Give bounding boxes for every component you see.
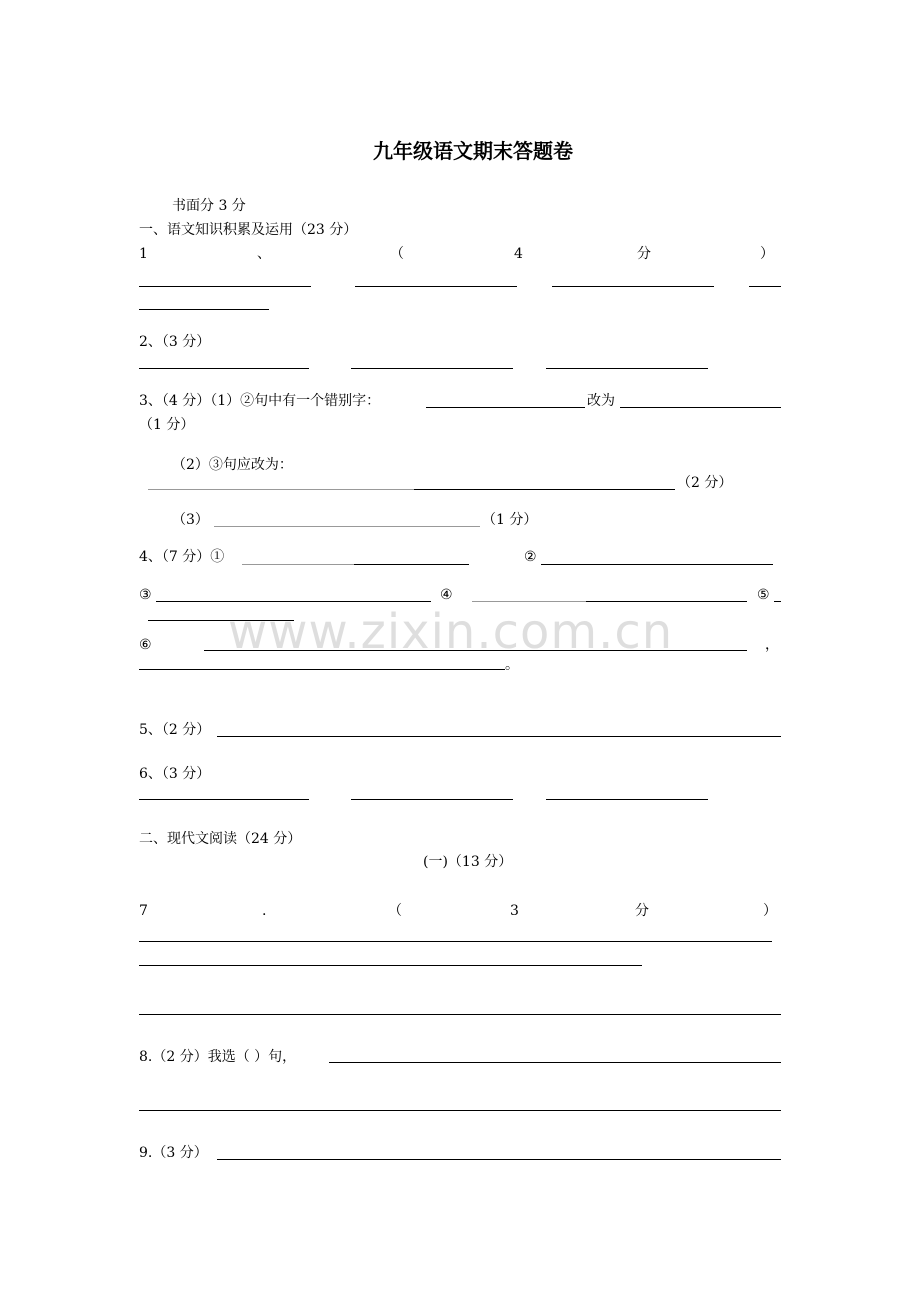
q3-score-2: （2 分） [677,475,733,491]
q3-answer-line[interactable] [414,489,675,490]
q4-marker-4: ④ [440,587,453,603]
q1-answer-line[interactable] [139,286,311,287]
q2-answer-line[interactable] [139,368,309,369]
q2-label: 2、（3 分） [139,334,211,350]
section-heading-2: 二、现代文阅读（24 分） [139,831,302,847]
q1-points: 4 [514,246,523,262]
q3-score-3: （1 分） [482,512,538,528]
q1-paren-close: ） [760,246,774,262]
q6-answer-line[interactable] [139,799,309,800]
q8-answer-line[interactable] [329,1062,781,1063]
q3-answer-line[interactable] [426,407,585,408]
page-title: 九年级语文期末答题卷 [373,139,573,163]
watermark-text: www.zixin.com.cn [228,604,674,660]
q3-answer-line-faint[interactable] [214,526,480,527]
q7-answer-line[interactable] [139,965,642,966]
q6-answer-line[interactable] [546,799,708,800]
q4-answer-line-faint[interactable] [242,564,354,565]
q6-answer-line[interactable] [351,799,513,800]
q6-label: 6、（3 分） [139,766,211,782]
q7-answer-line[interactable] [139,941,772,942]
q2-answer-line[interactable] [351,368,513,369]
writing-score: 书面分 3 分 [172,198,246,214]
q4-answer-line[interactable] [139,669,505,670]
q7-paren-open: （ [388,903,402,919]
q5-label: 5、（2 分） [139,722,211,738]
q1-unit: 分 [637,246,651,262]
q5-answer-line[interactable] [217,736,781,737]
q7-answer-line[interactable] [139,1014,781,1015]
q9-label: 9.（3 分） [139,1145,208,1161]
q3-change-to: 改为 [587,393,615,409]
q7-dot: . [262,903,267,919]
sub-section-heading: (一)（13 分） [423,854,513,870]
q3-answer-line[interactable] [620,407,781,408]
q1-answer-line[interactable] [355,286,517,287]
q3-answer-line-faint[interactable] [148,489,414,490]
q1-paren-open: （ [390,246,404,262]
section-heading-1: 一、语文知识积累及运用（23 分） [139,222,358,238]
q7-paren-close: ） [763,903,777,919]
q3-score-1: （1 分） [139,417,195,433]
q8-label: 8.（2 分）我选（ ）句， [139,1049,297,1065]
q3-sub-2: （2）③句应改为： [172,457,293,473]
q3-label: 3、（4 分）（1）②句中有一个错别字： [139,393,381,409]
q4-answer-line[interactable] [541,564,773,565]
q4-answer-line[interactable] [774,601,781,602]
q7-unit: 分 [635,903,649,919]
q8-answer-line[interactable] [139,1110,781,1111]
q9-answer-line[interactable] [217,1159,781,1160]
q4-marker-6: ⑥ [139,637,152,653]
q3-sub-3: （3） [172,512,209,528]
q4-marker-5: ⑤ [757,587,770,603]
q2-answer-line[interactable] [546,368,708,369]
q4-answer-line[interactable] [354,564,469,565]
q1-answer-line[interactable] [749,286,781,287]
q7-number: 7 [139,903,148,919]
q4-marker-2: ② [524,549,537,565]
q1-answer-line[interactable] [552,286,714,287]
q1-answer-line[interactable] [139,309,269,310]
q7-points: 3 [510,903,519,919]
q4-marker-3: ③ [139,587,152,603]
q1-separator: 、 [257,246,271,262]
q4-period: 。 [505,657,519,673]
q1-number: 1 [139,246,148,262]
q4-label: 4、（7 分）① [139,549,225,565]
q4-comma: ， [765,637,779,653]
